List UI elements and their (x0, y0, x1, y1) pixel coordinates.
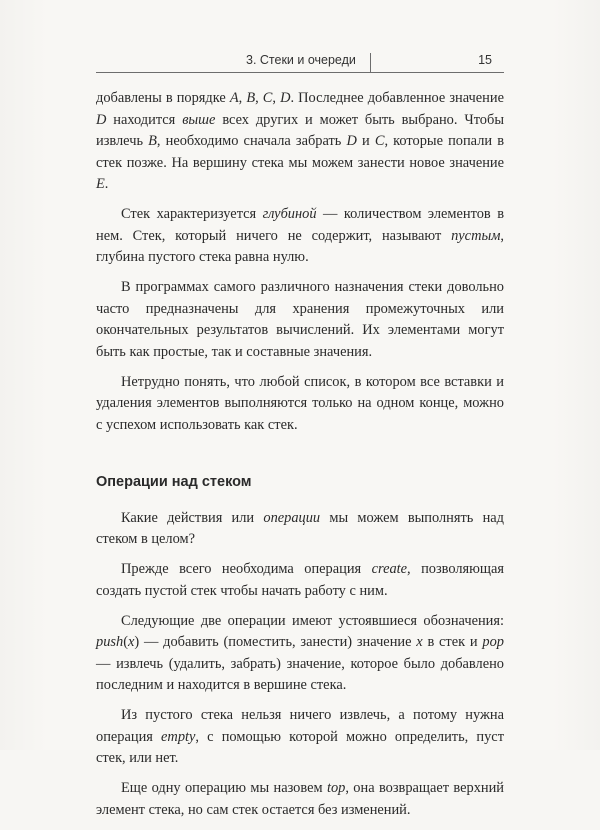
text-run: всех других и может быть выбрано. Чтобы извлечь (96, 111, 504, 149)
text-run: , глубина пустого стека равна нулю. (96, 227, 504, 265)
text-run: Из пустого стека нельзя ничего извлечь, а потому нужна операция (96, 707, 504, 745)
text-run: , которые попали в стек позже. На вершину стека мы можем занести новое значение (96, 133, 504, 171)
section-heading: Операции над стеком (96, 474, 252, 490)
italic-term: D (280, 90, 291, 106)
italic-term: A (229, 90, 239, 106)
text-run: . Последнее добавленное значение (290, 90, 504, 106)
italic-term: E (96, 176, 105, 192)
text-run: находится (106, 111, 183, 128)
text-run: Стек характеризуется (121, 206, 263, 222)
italic-term: pop (482, 634, 504, 650)
text-run: мы можем выполнять над стеком в целом? (96, 509, 504, 547)
text-run: в стек и (422, 634, 483, 650)
text-run: , она возвращает верхний элемент стека, но сам стек остается без изменений. (96, 780, 504, 818)
paragraph (96, 611, 504, 697)
text-run: , (272, 90, 281, 106)
text-run: , (238, 90, 247, 106)
paragraph-group-bottom (96, 508, 504, 822)
italic-term: B (148, 133, 157, 149)
italic-term: B (246, 90, 256, 106)
italic-term: C (262, 90, 273, 106)
running-header (96, 50, 504, 73)
text-run: , необходимо сначала забрать (156, 133, 347, 149)
text-run: ( (123, 634, 128, 650)
paragraph (96, 372, 504, 437)
paragraph (96, 277, 504, 363)
text-run: . (104, 176, 109, 192)
paragraph (96, 559, 504, 602)
text-run: и (356, 133, 375, 149)
italic-term: x (416, 634, 423, 650)
italic-term: C (374, 133, 385, 149)
italic-term: пустым (451, 227, 501, 244)
text-run: Следующие две операции имеют устоявшиеся обозначения: (121, 612, 504, 629)
italic-term: глубиной (262, 206, 317, 222)
text-run: — количеством элементов в нем. Стек, который ничего не содержит, называют (96, 206, 504, 244)
italic-term: create (371, 561, 408, 577)
text-run: В программах самого различного назначения стеки довольно часто предназначены для хранения промежуточных или окончательных результатов вычислений. Их элементами могут быть как простые, так и составные значения. (96, 279, 504, 360)
italic-term: push (96, 634, 124, 650)
italic-term: empty (161, 728, 196, 745)
text-run: Какие действия или (121, 509, 264, 526)
paragraph (96, 508, 504, 551)
italic-term: D (96, 111, 107, 128)
paragraph (96, 204, 504, 269)
chapter-title: 3. Стеки и очереди (246, 53, 371, 72)
page-body (96, 88, 504, 830)
italic-term: операции (263, 509, 321, 526)
paragraph (96, 88, 504, 196)
italic-term: D (346, 133, 357, 149)
paragraph-group-top (96, 88, 504, 436)
italic-term: выше (182, 111, 216, 128)
text-run: Нетрудно понять, что любой список, в котором все вставки и удаления элементов выполняются только на одном конце, можно с успехом использовать как стек. (96, 373, 504, 433)
paragraph (96, 705, 504, 770)
paragraph (96, 778, 504, 821)
text-run: , с помощью которой можно определить, пуст стек, или нет. (96, 728, 504, 766)
italic-term: x (127, 634, 135, 650)
text-run: Еще одну операцию мы назовем (121, 780, 327, 796)
text-run: , позволяющая создать пустой стек чтобы начать работу с ним. (96, 561, 504, 599)
page-number: 15 (478, 53, 492, 67)
text-run: , (255, 90, 263, 106)
text-run: — извлечь (удалить, забрать) значение, которое было добавлено последним и находится в вершине стека. (96, 655, 504, 693)
text-run: Прежде всего необходима операция (121, 561, 372, 577)
text-run: добавлены в порядке (96, 90, 230, 106)
text-run: ) — добавить (поместить, занести) значение (134, 634, 417, 650)
italic-term: top (326, 780, 346, 796)
